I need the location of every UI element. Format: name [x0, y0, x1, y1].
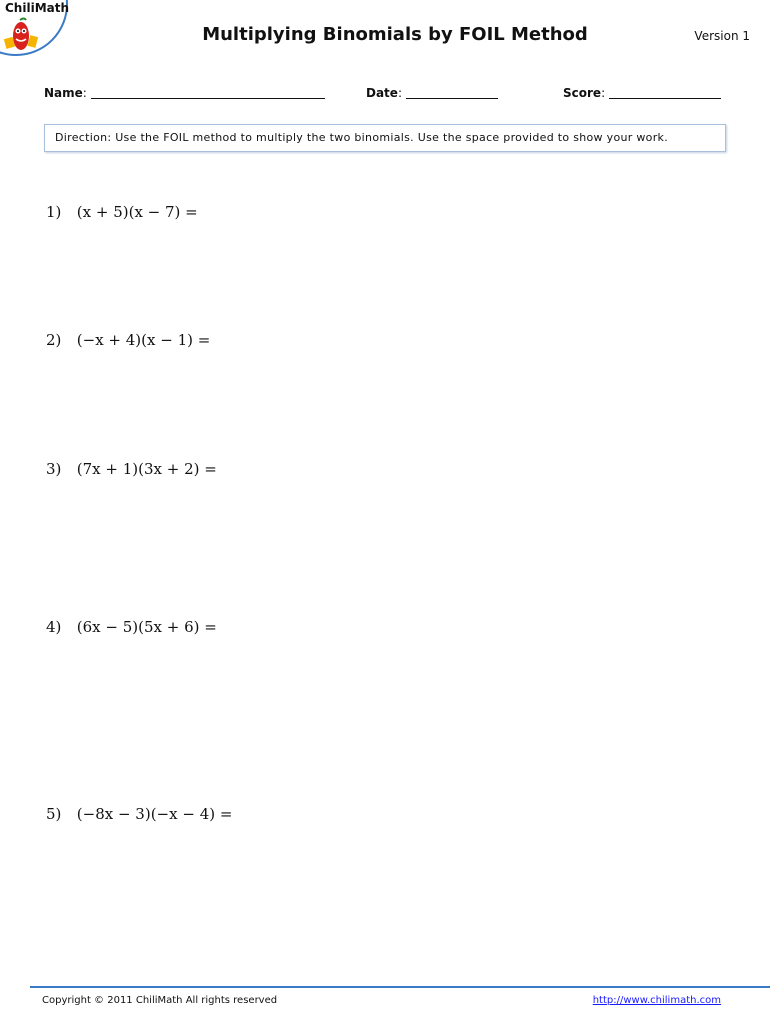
name-field[interactable] — [44, 86, 325, 100]
score-field[interactable] — [563, 86, 721, 100]
footer-divider — [30, 986, 770, 988]
problem-expression: (−x + 4)(x − 1) = — [76, 331, 211, 349]
problem-number: 1) — [46, 203, 62, 221]
problem-number: 3) — [46, 460, 62, 478]
version-label: Version 1 — [694, 29, 750, 43]
date-line — [406, 86, 498, 99]
problem-expression: (6x − 5)(5x + 6) = — [76, 618, 217, 636]
logo-brand-text: ChiliMath — [5, 1, 70, 15]
copyright-text: Copyright © 2011 ChiliMath All rights reserved — [42, 995, 278, 1006]
problem-3 — [46, 460, 217, 478]
problem-5 — [46, 805, 232, 823]
problem-number: 2) — [46, 331, 62, 349]
date-field[interactable] — [366, 86, 498, 100]
problem-2 — [46, 331, 210, 349]
score-sep: : — [601, 86, 606, 100]
problem-expression: (7x + 1)(3x + 2) = — [76, 460, 217, 478]
problem-number: 4) — [46, 618, 62, 636]
name-label: Name — [44, 86, 83, 100]
date-label: Date — [366, 86, 398, 100]
problem-1 — [46, 203, 198, 221]
chilimath-link[interactable]: http://www.chilimath.com — [592, 995, 721, 1006]
page-title: Multiplying Binomials by FOIL Method — [202, 24, 588, 45]
problem-expression: (−8x − 3)(−x − 4) = — [76, 805, 233, 823]
problem-4 — [46, 618, 217, 636]
name-sep: : — [82, 86, 87, 100]
problem-expression: (x + 5)(x − 7) = — [76, 203, 198, 221]
score-line — [609, 86, 721, 99]
direction-box: Direction: Use the FOIL method to multiply the two binomials. Use the space provided to show your work. — [44, 124, 726, 152]
problem-number: 5) — [46, 805, 62, 823]
name-line — [91, 86, 325, 99]
score-label: Score — [563, 86, 602, 100]
date-sep: : — [397, 86, 402, 100]
